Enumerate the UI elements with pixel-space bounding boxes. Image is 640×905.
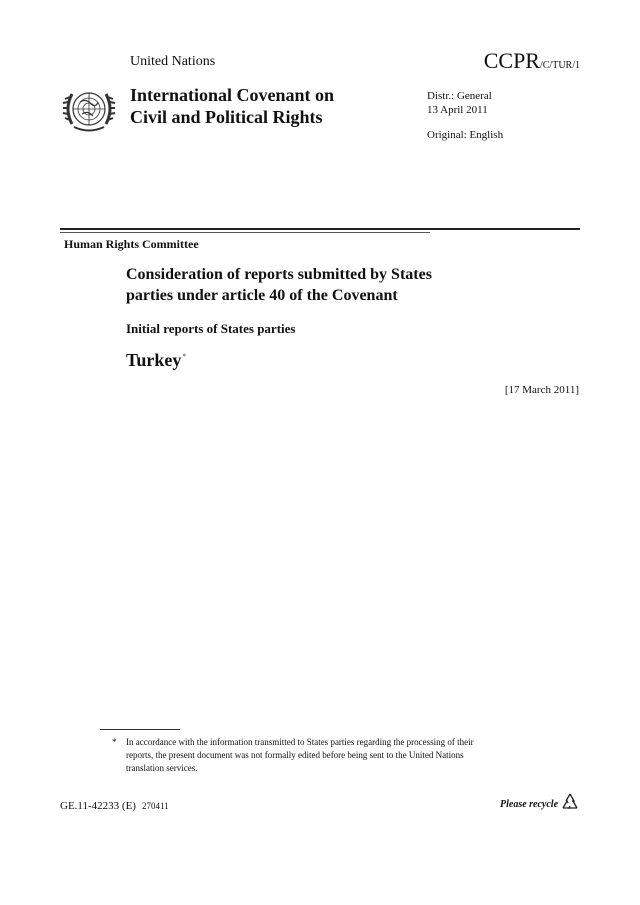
issue-date: 13 April 2011	[427, 104, 488, 116]
covenant-title-line2: Civil and Political Rights	[130, 107, 323, 127]
heading-line2: parties under article 40 of the Covenant	[126, 287, 398, 304]
recycle-icon	[560, 792, 580, 812]
distribution: Distr.: General	[427, 90, 492, 102]
footnote-mark: *	[112, 737, 117, 747]
symbol-suffix: /C/TUR/1	[539, 60, 580, 71]
original-language: Original: English	[427, 129, 504, 141]
recycle-label: Please recycle	[500, 799, 559, 810]
ge-code: 270411	[141, 801, 169, 811]
country-name: Turkey	[126, 350, 182, 370]
footnote-line1: In accordance with the information transmitted to States parties regarding the processing of their	[126, 737, 474, 747]
subheading: Initial reports of States parties	[126, 321, 296, 336]
document-symbol	[484, 48, 580, 74]
symbol-main: CCPR	[483, 48, 540, 73]
distribution-info	[427, 89, 492, 117]
covenant-title-line1: International Covenant on	[130, 85, 335, 105]
header-rule-thin	[60, 232, 430, 233]
committee-name: Human Rights Committee	[64, 237, 199, 251]
footnote-line2: reports, the present document was not formally edited before being sent to the United Nations	[126, 750, 464, 760]
un-emblem-icon	[60, 80, 118, 138]
report-date: [17 March 2011]	[504, 384, 579, 396]
footnote-line3: translation services.	[126, 763, 198, 773]
footnote-reference[interactable]: *	[182, 352, 187, 361]
footnote-separator	[100, 729, 180, 730]
heading-line1: Consideration of reports submitted by States	[126, 266, 432, 283]
footnote-text	[126, 736, 506, 775]
document-number	[60, 800, 169, 812]
covenant-title	[130, 84, 334, 128]
country-heading	[126, 350, 186, 371]
ge-number: GE.11-42233 (E)	[60, 800, 136, 812]
header-rule	[60, 228, 580, 230]
organization-name: United Nations	[130, 54, 216, 69]
document-heading	[126, 264, 432, 306]
